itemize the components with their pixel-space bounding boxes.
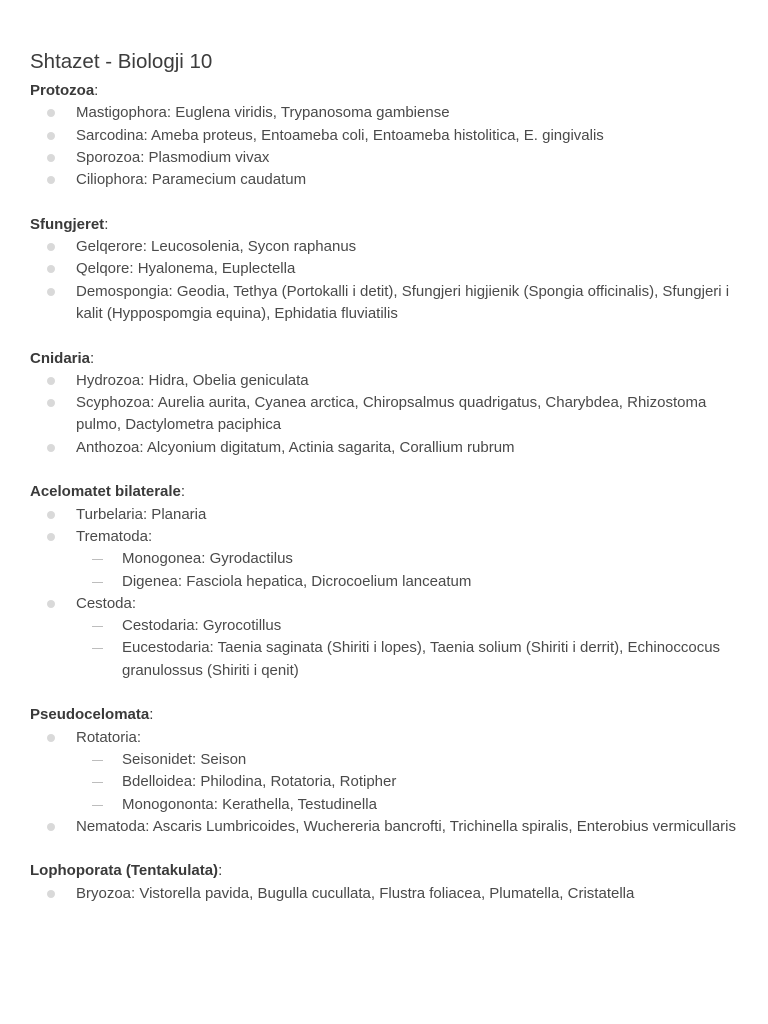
sub-list-item-text: Seisonidet: Seison	[122, 750, 247, 768]
list-item-text: Ciliophora: Paramecium caudatum	[76, 171, 307, 189]
list-item	[30, 147, 738, 169]
heading-colon: :	[104, 215, 109, 233]
section-heading	[30, 348, 738, 370]
list-item	[30, 727, 738, 749]
section-heading-text: Lophoporata (Tentakulata)	[30, 862, 219, 880]
bullet-list	[30, 727, 738, 838]
bullet-icon	[47, 444, 55, 452]
section	[30, 348, 738, 459]
list-item-text: Sporozoa: Plasmodium vivax	[76, 148, 270, 166]
list-item-text: Nematoda: Ascaris Lumbricoides, Wuchereria bancrofti, Trichinella spiralis, Enterobius vermicullaris	[76, 817, 736, 835]
list-item-text: Gelqerore: Leucosolenia, Sycon raphanus	[76, 238, 357, 256]
dash-icon	[92, 559, 103, 560]
bullet-icon	[47, 109, 55, 117]
sub-list-item	[30, 749, 738, 771]
list-item-text: Anthozoa: Alcyonium digitatum, Actinia sagarita, Corallium rubrum	[76, 438, 515, 456]
list-item	[30, 258, 738, 280]
sub-list-item	[30, 571, 738, 593]
page-title: Shtazet - Biologji 10	[30, 50, 213, 73]
sub-list-item-text: Monogononta: Kerathella, Testudinella	[122, 795, 377, 813]
bullet-list	[30, 236, 738, 325]
list-item	[30, 169, 738, 191]
section-heading-text: Cnidaria	[30, 349, 91, 367]
list-item	[30, 125, 738, 147]
section	[30, 481, 738, 682]
section	[30, 704, 738, 838]
list-item-text: Mastigophora: Euglena viridis, Trypanosoma gambiense	[76, 104, 450, 122]
heading-colon: :	[218, 862, 223, 880]
sub-list-item	[30, 637, 738, 682]
section-heading	[30, 80, 738, 102]
list-item	[30, 526, 738, 548]
list-item	[30, 437, 738, 459]
list-item-text: Qelqore: Hyalonema, Euplectella	[76, 260, 296, 278]
list-item	[30, 392, 738, 437]
list-item-text: Rotatoria:	[76, 728, 142, 746]
bullet-icon	[47, 600, 55, 608]
heading-colon: :	[90, 349, 95, 367]
list-item-text: Hydrozoa: Hidra, Obelia geniculata	[76, 371, 309, 389]
list-item	[30, 593, 738, 615]
bullet-icon	[47, 511, 55, 519]
bullet-list	[30, 102, 738, 191]
section-heading	[30, 481, 738, 503]
bullet-icon	[47, 823, 55, 831]
section-heading-text: Protozoa	[30, 82, 95, 99]
dash-icon	[92, 582, 103, 583]
heading-colon: :	[94, 82, 99, 99]
bullet-icon	[47, 265, 55, 273]
sub-list-item	[30, 548, 738, 570]
section-heading	[30, 214, 738, 236]
section	[30, 860, 738, 905]
dash-icon	[92, 760, 103, 761]
list-item	[30, 281, 738, 326]
list-item	[30, 236, 738, 258]
list-item-text: Demospongia: Geodia, Tethya (Portokalli i detit), Sfungjeri higjienik (Spongia officinalis), Sfungjeri i kalit (Hyppospomgia equina), Ephidatia fluviatilis	[76, 282, 730, 322]
sections-container	[30, 80, 738, 905]
bullet-icon	[47, 243, 55, 251]
bullet-list	[30, 883, 738, 905]
bullet-icon	[47, 533, 55, 541]
heading-colon: :	[149, 706, 154, 724]
sub-list-item-text: Digenea: Fasciola hepatica, Dicrocoelium lanceatum	[122, 572, 472, 590]
sub-list-item-text: Monogonea: Gyrodactilus	[122, 550, 293, 568]
list-item-text: Scyphozoa: Aurelia aurita, Cyanea arctica, Chiropsalmus quadrigatus, Charybdea, Rhizostoma pulmo, Dactylometra paciphica	[76, 394, 707, 434]
list-item	[30, 504, 738, 526]
sub-list-item	[30, 794, 738, 816]
list-item	[30, 102, 738, 124]
list-item	[30, 370, 738, 392]
section-heading	[30, 860, 738, 882]
section-heading-text: Sfungjeret	[30, 215, 105, 233]
dash-icon	[92, 805, 103, 806]
bullet-icon	[47, 734, 55, 742]
heading-colon: :	[180, 483, 186, 501]
sub-list-item-text: Bdelloidea: Philodina, Rotatoria, Rotipher	[122, 773, 397, 791]
list-item-text: Trematoda:	[76, 527, 153, 545]
section	[30, 214, 738, 325]
section-heading-text: Acelomatet bilaterale	[30, 483, 181, 501]
dash-icon	[92, 648, 103, 649]
sub-list-item	[30, 615, 738, 637]
bullet-list	[30, 370, 738, 459]
list-item	[30, 883, 738, 905]
bullet-icon	[47, 154, 55, 162]
list-item	[30, 816, 738, 838]
list-item-text: Bryozoa: Vistorella pavida, Bugulla cucullata, Flustra foliacea, Plumatella, Cristatella	[76, 884, 635, 902]
list-item-text: Turbelaria: Planaria	[76, 505, 207, 523]
bullet-icon	[47, 890, 55, 898]
bullet-icon	[47, 132, 55, 140]
sub-list-item-text: Cestodaria: Gyrocotillus	[122, 617, 282, 635]
list-item-text: Cestoda:	[76, 594, 137, 612]
sub-list-item-text: Eucestodaria: Taenia saginata (Shiriti i lopes), Taenia solium (Shiriti i derrit), Echinoccocus granulossus (Shiriti i qenit)	[122, 639, 721, 679]
bullet-icon	[47, 377, 55, 385]
bullet-icon	[47, 176, 55, 184]
bullet-icon	[47, 399, 55, 407]
section	[30, 80, 738, 191]
section-heading-text: Pseudocelomata	[30, 706, 150, 724]
bullet-icon	[47, 288, 55, 296]
bullet-list	[30, 504, 738, 682]
section-heading	[30, 704, 738, 726]
dash-icon	[92, 626, 103, 627]
dash-icon	[92, 782, 103, 783]
sub-list-item	[30, 771, 738, 793]
list-item-text: Sarcodina: Ameba proteus, Entoameba coli, Entoameba histolitica, E. gingivalis	[76, 126, 604, 144]
